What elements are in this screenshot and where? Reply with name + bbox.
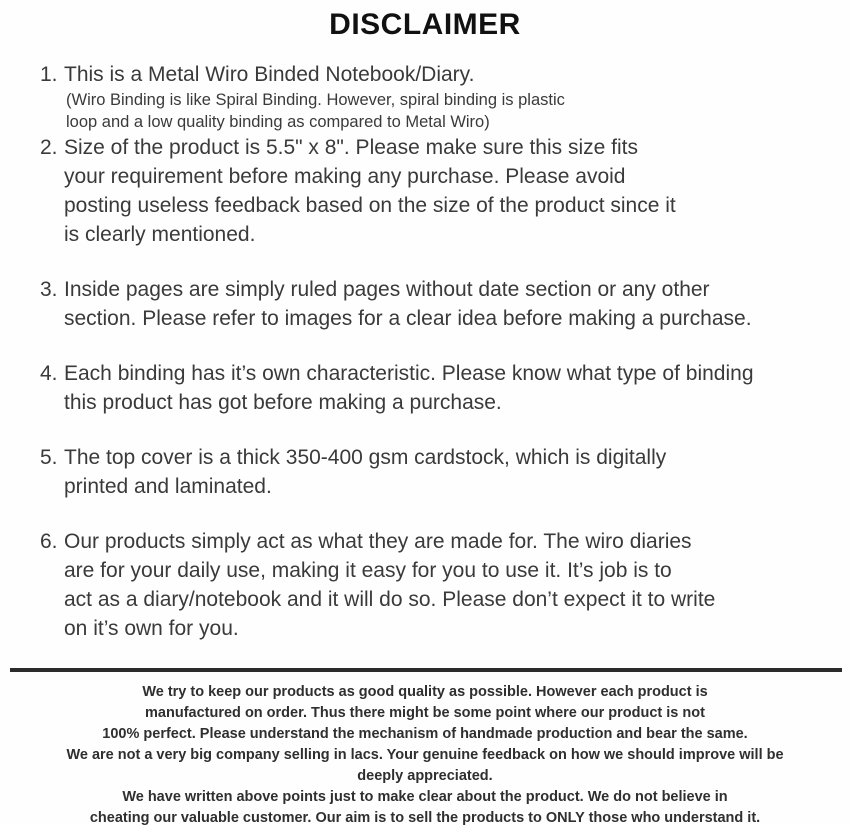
list-item-line: act as a diary/notebook and it will do so. Please don’t expect it to write bbox=[64, 588, 716, 611]
section-divider bbox=[10, 668, 842, 672]
list-item-body bbox=[64, 275, 800, 333]
footer-line: We are not a very big company selling in lacs. Your genuine feedback on how we should improve will be bbox=[66, 747, 784, 763]
footer-line: We try to keep our products as good quality as possible. However each product is bbox=[142, 684, 708, 700]
list-spacer bbox=[0, 333, 850, 359]
list-item-line: The top cover is a thick 350-400 gsm cardstock, which is digitally bbox=[64, 446, 667, 469]
list-item-line: is clearly mentioned. bbox=[64, 223, 256, 246]
list-item bbox=[0, 359, 850, 417]
page-title: DISCLAIMER bbox=[329, 8, 521, 41]
footer-line: We have written above points just to make clear about the product. We do not believe in bbox=[122, 789, 728, 805]
list-item-line: Inside pages are simply ruled pages without date section or any other bbox=[64, 278, 710, 301]
list-item-line: your requirement before making any purchase. Please avoid bbox=[64, 165, 626, 188]
list-item-line: this product has got before making a purchase. bbox=[64, 391, 502, 414]
list-item-number: 4. bbox=[40, 362, 58, 385]
list-item bbox=[0, 60, 850, 133]
list-item bbox=[0, 133, 850, 249]
list-item-number: 5. bbox=[40, 446, 58, 469]
list-item-line: on it’s own for you. bbox=[64, 617, 239, 640]
list-item-number: 1. bbox=[40, 63, 58, 86]
list-item bbox=[0, 275, 850, 333]
list-item-number: 3. bbox=[40, 278, 58, 301]
list-item bbox=[0, 527, 850, 643]
disclaimer-list bbox=[0, 60, 850, 643]
footer-line: 100% perfect. Please understand the mechanism of handmade production and bear the same. bbox=[102, 726, 748, 742]
list-item-line: Our products simply act as what they are made for. The wiro diaries bbox=[64, 530, 692, 553]
list-item-line: Size of the product is 5.5" x 8". Please make sure this size fits bbox=[64, 136, 639, 159]
list-item-line: This is a Metal Wiro Binded Notebook/Diary. bbox=[64, 63, 475, 86]
list-item-subline: loop and a low quality binding as compared to Metal Wiro) bbox=[66, 113, 490, 131]
list-item-line: printed and laminated. bbox=[64, 475, 272, 498]
footer-note bbox=[0, 682, 850, 829]
list-item-number: 6. bbox=[40, 530, 58, 553]
list-item-line: posting useless feedback based on the size of the product since it bbox=[64, 194, 676, 217]
list-spacer bbox=[0, 501, 850, 527]
list-item-body bbox=[64, 527, 800, 643]
footer-line: manufactured on order. Thus there might be some point where our product is not bbox=[145, 705, 705, 721]
list-item-line: are for your daily use, making it easy for you to use it. It’s job is to bbox=[64, 559, 672, 582]
list-item-body bbox=[64, 133, 800, 249]
list-spacer bbox=[0, 249, 850, 275]
list-item-line: section. Please refer to images for a clear idea before making a purchase. bbox=[64, 307, 752, 330]
list-item-body bbox=[64, 60, 800, 133]
footer-line: deeply appreciated. bbox=[357, 768, 493, 784]
list-item-line: Each binding has it’s own characteristic. Please know what type of binding bbox=[64, 362, 754, 385]
list-spacer bbox=[0, 417, 850, 443]
list-item-subline: (Wiro Binding is like Spiral Binding. However, spiral binding is plastic bbox=[66, 91, 565, 109]
footer-line: cheating our valuable customer. Our aim is to sell the products to ONLY those who understand it. bbox=[89, 810, 761, 826]
list-item bbox=[0, 443, 850, 501]
list-item-number: 2. bbox=[40, 136, 58, 159]
list-item-body bbox=[64, 443, 800, 501]
list-item-body bbox=[64, 359, 800, 417]
